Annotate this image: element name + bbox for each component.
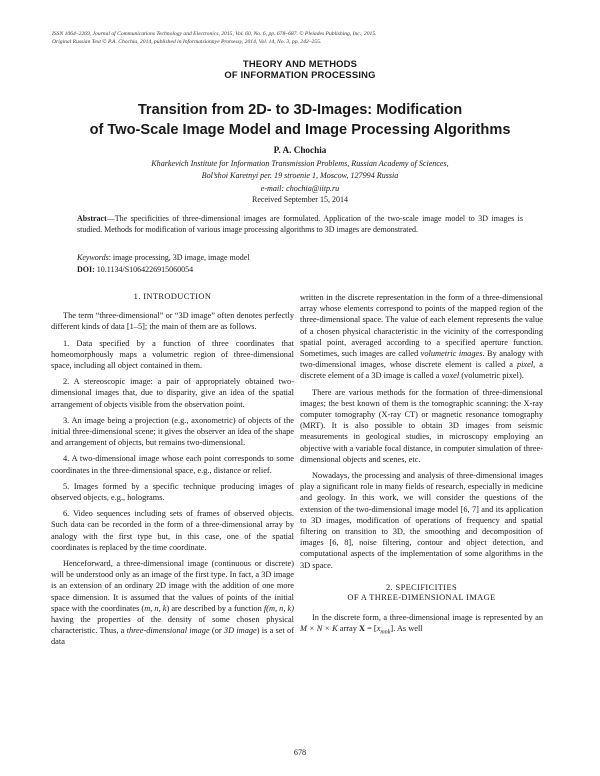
- journal-header-line2: Original Russian Text © P.A. Chochia, 2014, published in Informatsionnye Protsessy, 2014, Vol. 14, No. 3, pp. 242–255.: [52, 39, 322, 45]
- body-paragraph-discrete-form: [300, 612, 543, 639]
- keywords-text: : image processing, 3D image, image model: [108, 253, 250, 262]
- intro-paragraph-4: 3. An image being a projection (e.g., axonometric) of objects of the initial three-dimensional scene; it gives the observer an idea of the shape and arrangement of objects, but remains two-dimensional.: [51, 415, 294, 448]
- section-tag: [0, 58, 600, 80]
- journal-header-line1: ISSN 1064–2269, Journal of Communications Technology and Electronics, 2015, Vol. 60, No. 6, pp. 678–687. © Pleiades Publishing, Inc., 2015.: [52, 31, 377, 37]
- author-email[interactable]: e-mail: chochia@iitp.ru: [260, 183, 340, 193]
- doi-label: DOI:: [77, 265, 95, 274]
- keywords-block: [77, 252, 523, 276]
- paper-title-line1: Transition from 2D- to 3D-Images: Modification: [137, 102, 463, 118]
- section-heading-line2: OF A THREE-DIMENSIONAL IMAGE: [347, 593, 496, 603]
- intro-paragraph-5: 4. A two-dimensional image whose each point corresponds to some coordinates in the three-dimensional space, e.g., distance or relief.: [51, 454, 294, 475]
- text-run: written in the discrete representation in the form of a three-dimensional array whose elements correspond to points of the mapped region of the three-dimensional space. The value of each element represents the value of a chosen physical characteristic in the vicinity of the corresponding spatial point, averaged according to a specified aperture function. Sometimes, such images are called: [300, 293, 543, 359]
- text-run: array: [337, 624, 359, 634]
- body-paragraph-continued: [300, 292, 543, 382]
- term-three-dimensional-image: three-dimensional image: [126, 626, 210, 636]
- section-heading-introduction: 1. INTRODUCTION: [133, 292, 212, 301]
- abstract-label: Abstract: [77, 214, 107, 223]
- affiliation-line1: Kharkevich Institute for Information Transmission Problems, Russian Academy of Sciences,: [151, 159, 449, 168]
- doi: [77, 264, 523, 276]
- text-run: having the properties of the density of some chosen physical characteristic. Thus, a: [51, 615, 294, 636]
- intro-paragraph-3: 2. A stereoscopic image: a pair of appropriately obtained two-dimensional images that, due to disparity, give an idea of the spatial arrangement of objects visible from the observation point.: [51, 377, 294, 409]
- intro-paragraph-6: 5. Images formed by a specific technique producing images of observed objects, e.g., holograms.: [51, 481, 294, 503]
- text-run: ) are described by a function: [166, 603, 264, 613]
- section-heading-line1: 2. SPECIFICITIES: [385, 582, 458, 592]
- intro-paragraph-8: [51, 558, 294, 648]
- intro-paragraph-2: 1. Data specified by a function of three coordinates that homeomorphously maps a volumetric region of three-dimensional space, including all object contained in them.: [51, 338, 294, 371]
- affiliation-line2: Bol’shoi Karetnyi per. 19 stroenie 1, Moscow, 127994 Russia: [201, 171, 399, 181]
- received-date: Received September 15, 2014: [252, 195, 348, 204]
- text-run: = [: [365, 624, 377, 634]
- text-run: (volumetric pixel).: [459, 371, 524, 381]
- text-run: ]. As well: [390, 624, 423, 634]
- math-element-symbol: x: [376, 624, 381, 634]
- keywords-label: Keywords: [77, 253, 109, 262]
- abstract: [77, 213, 523, 235]
- left-column: [51, 291, 294, 653]
- math-subscript: mnk: [380, 629, 391, 636]
- section-tag-line2: OF INFORMATION PROCESSING: [224, 69, 376, 80]
- keywords: [77, 252, 523, 264]
- math-coords: m, n, k: [144, 603, 167, 613]
- intro-paragraph-1: The term “three-dimensional” or “3D image” often denotes perfectly different kinds of data [1–5]; the main of them are as follows.: [51, 311, 294, 332]
- text-run: ) is a set of data: [51, 626, 294, 647]
- math-function: f(m, n, k): [263, 603, 295, 613]
- paper-title-line2: of Two-Scale Image Model and Image Processing Algorithms: [89, 122, 511, 138]
- right-column: [300, 292, 543, 644]
- body-paragraph-tomography: There are various methods for the formation of three-dimensional images; the best known of them is the tomographic scanning: the X-ray computer tomography (X-ray CT) or magnetic resonance tomography (MRT). It is also possible to obtain 3D images from seismic measurements in geological studies, in microscopy employing an objective with a variable focal distance, in computer simulation of three-dimensional objects and scenes, etc.: [300, 387, 543, 464]
- journal-header: [52, 30, 552, 46]
- doi-value[interactable]: 10.1134/S1064226915060054: [94, 265, 194, 274]
- text-run: (or: [209, 626, 224, 636]
- page-number: 678: [293, 748, 307, 757]
- text-run: , a discrete element of a 3D image is called a: [300, 360, 543, 381]
- text-run: In the discrete form, a three-dimensional image is represented by an: [312, 612, 543, 622]
- term-3d-image: 3D image: [223, 626, 257, 636]
- text-run: Henceforward, a three-dimensional image (continuous or discrete) will be understood only as an image of the first type. In fact, a 3D image is an extension of an ordinary 2D image with the addition of one more space dimension. It is assumed that the values of points of the initial space with the coordinates (: [51, 559, 294, 613]
- term-voxel: voxel: [441, 371, 460, 381]
- term-volumetric-images: volumetric images: [420, 349, 483, 359]
- text-run: . By analogy with two-dimensional images, whose discrete element is called a: [300, 349, 544, 370]
- term-pixel: pixel: [516, 360, 534, 370]
- section-tag-line1: THEORY AND METHODS: [242, 58, 358, 69]
- section-heading-specificities: [300, 583, 543, 604]
- math-dimensions: M × N × K: [300, 624, 338, 634]
- affiliation: [0, 158, 600, 195]
- intro-paragraph-7: 6. Video sequences including sets of frames of observed objects. Such data can be recorded in the form of a three-dimensional array by analogy with the first type but, in this case, one of the spatial coordinates is replaced by the time coordinate.: [51, 509, 294, 552]
- author: P. A. Chochia: [273, 145, 327, 155]
- paper-title: [0, 100, 600, 140]
- body-paragraph-applications: Nowadays, the processing and analysis of three-dimensional images play a significant role in many fields of research, especially in medicine and geology. In this work, we will consider the questions of the extension of the two-dimensional image model [6, 7] and its application to 3D images, modification of operations of frequency and spatial filtering on transition to 3D, the smoothing and decomposition of images [6, 8], noise filtering, contour and object detection, and computational aspects of the implementation of some algorithms in the 3D space.: [300, 471, 543, 570]
- abstract-text: —The specificities of three-dimensional images are formulated. Application of the two-scale image model to 3D images is studied. Methods for modification of various image processing algorithms to 3D images are demonstrated.: [77, 214, 523, 234]
- math-array-symbol: X: [359, 624, 366, 634]
